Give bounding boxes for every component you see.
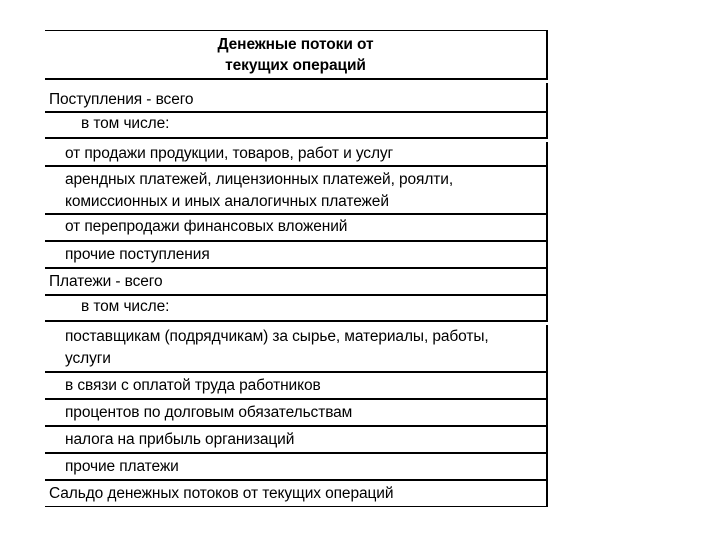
row-label: прочие платежи bbox=[65, 458, 179, 475]
header-line-2: текущих операций bbox=[225, 57, 366, 74]
row-label: от перепродажи финансовых вложений bbox=[65, 218, 348, 235]
row-wages bbox=[45, 373, 548, 400]
row-label: в том числе: bbox=[81, 115, 170, 132]
header-line-1: Денежные потоки от bbox=[217, 36, 374, 53]
row-income-tax bbox=[45, 427, 548, 454]
row-label-line-2: услуги bbox=[65, 350, 111, 367]
row-label: налога на прибыль организаций bbox=[65, 431, 295, 448]
row-interest bbox=[45, 400, 548, 427]
row-label: процентов по долговым обязательствам bbox=[65, 404, 353, 421]
row-label: Платежи - всего bbox=[49, 273, 163, 290]
row-label: прочие поступления bbox=[65, 246, 210, 263]
row-resale-investments bbox=[45, 215, 548, 242]
row-receipts-including bbox=[45, 113, 548, 139]
row-label: в связи с оплатой труда работников bbox=[65, 377, 321, 394]
row-label: в том числе: bbox=[81, 298, 170, 315]
row-other-payments bbox=[45, 454, 548, 481]
row-label: от продажи продукции, товаров, работ и услуг bbox=[65, 145, 394, 162]
row-sales bbox=[45, 142, 548, 167]
row-label-line-1: поставщикам (подрядчикам) за сырье, материалы, работы, bbox=[65, 328, 489, 345]
row-suppliers bbox=[45, 325, 548, 373]
row-label-line-1: арендных платежей, лицензионных платежей, роялти, bbox=[65, 171, 454, 188]
row-receipts-total bbox=[45, 83, 548, 113]
table-header bbox=[45, 31, 548, 80]
cash-flow-table bbox=[45, 30, 548, 507]
row-label-line-2: комиссионных и иных аналогичных платежей bbox=[65, 193, 389, 210]
row-other-receipts bbox=[45, 242, 548, 269]
row-payments-total bbox=[45, 269, 548, 296]
row-label: Сальдо денежных потоков от текущих операций bbox=[49, 485, 394, 502]
row-rent-royalty bbox=[45, 167, 548, 215]
row-payments-including bbox=[45, 296, 548, 322]
row-label: Поступления - всего bbox=[49, 91, 194, 108]
row-net-cash-flow bbox=[45, 481, 548, 507]
